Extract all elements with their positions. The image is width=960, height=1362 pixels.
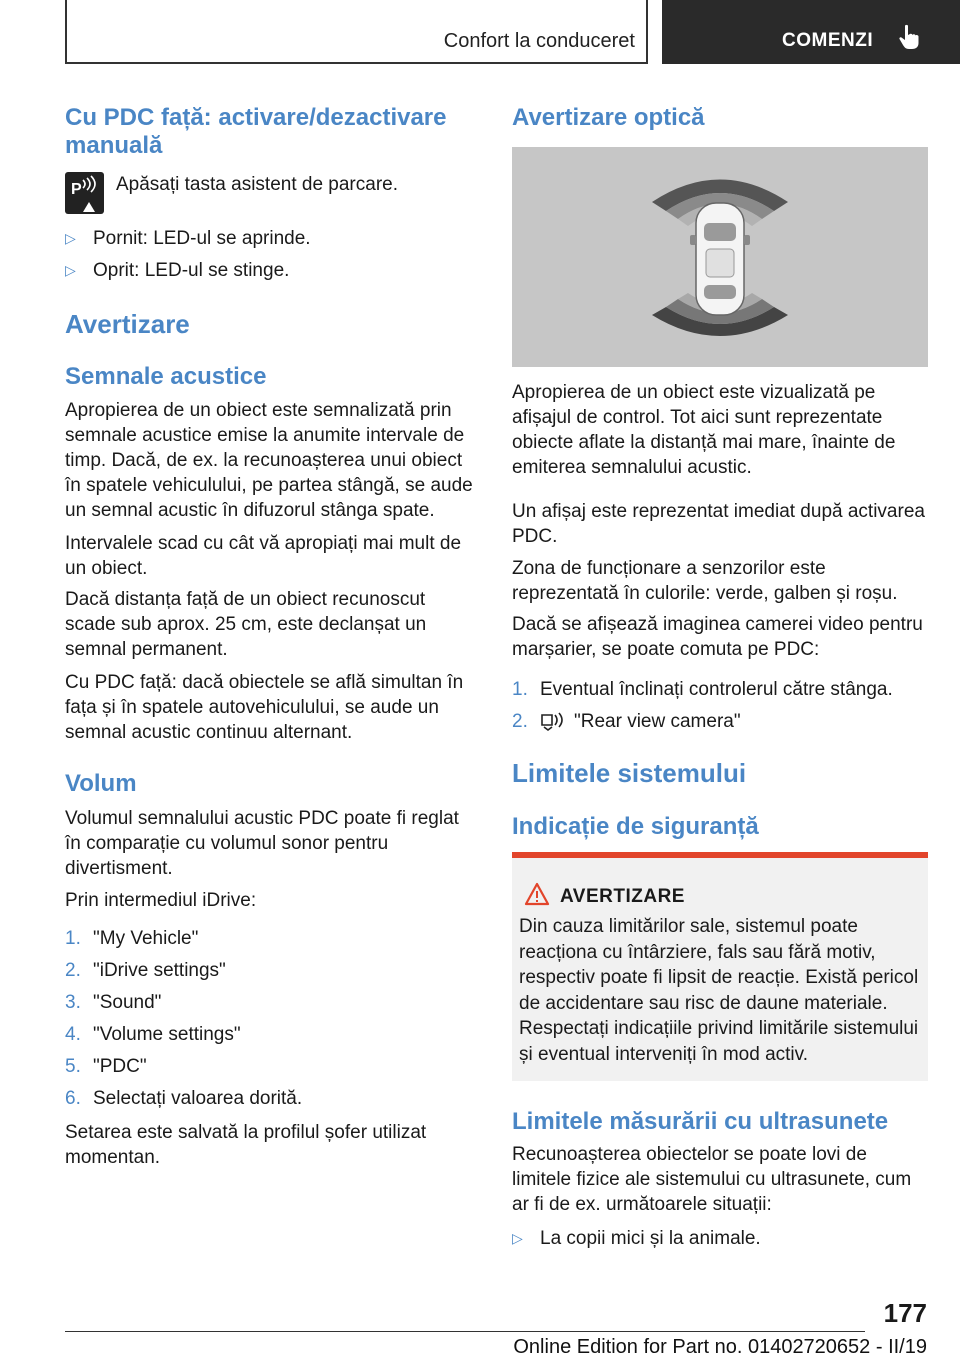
paragraph: Zona de funcționare a senzorilor este reprezentată în culorile: verde, galben și roșu. bbox=[512, 558, 898, 604]
car-top-view-icon bbox=[690, 203, 750, 315]
page-number: 177 bbox=[883, 1298, 927, 1328]
heading-indicatie-siguranta: Indicație de siguranță bbox=[512, 813, 759, 840]
paragraph: Cu PDC față: dacă obiectele se află simultan în fața și în spatele autovehiculului, se aude un semnal acustic continuu alternant. bbox=[65, 672, 464, 743]
svg-text:P: P bbox=[71, 181, 82, 198]
warning-triangle-icon bbox=[524, 882, 550, 906]
tab-comenzi-label: COMENZI bbox=[782, 30, 874, 51]
pdc-display-illustration bbox=[512, 147, 928, 367]
parking-assistant-button-icon bbox=[65, 172, 104, 214]
heading-avertizare-optica: Avertizare optică bbox=[512, 104, 705, 131]
heading-semnale-acustice: Semnale acustice bbox=[65, 363, 267, 390]
warning-text: Din cauza limitărilor sale, sistemul poate reacționa cu întârziere, fals sau fără motiv, respectiv poate fi lipsit de reacție. Există pericol de accidentare sau risc de daune materiale. Respectați indicațiile privind limitările sistemului și eventual interveniți în mod activ. bbox=[519, 916, 919, 1065]
heading-limitele-ultrasunete: Limitele măsurării cu ultrasunete bbox=[512, 1108, 889, 1135]
heading-limitele-sistemului: Limitele sistemului bbox=[512, 758, 747, 788]
press-button-text: Apăsați tasta asistent de parcare. bbox=[116, 174, 398, 195]
paragraph: Dacă distanța față de un obiect recunoscut scade sub aprox. 25 cm, este declanșat un semnal permanent. bbox=[65, 589, 427, 660]
edition-text: Online Edition for Part no. 01402720652 - II/19 bbox=[513, 1336, 927, 1358]
triangle-bullet-icon: ▷ bbox=[512, 1230, 523, 1246]
paragraph: Apropierea de un obiect este semnalizată prin semnale acustice emise la anumite intervale de timp. Dacă, de ex. la recunoașterea unui obiect în spatele vehiculului, pe partea stângă, se aude un semnal acustic în difuzorul stânga spate. bbox=[65, 400, 473, 521]
triangle-bullet-icon: ▷ bbox=[65, 262, 76, 278]
paragraph: Dacă se afișează imaginea camerei video pentru marșarier, se poate comuta pe PDC: bbox=[512, 614, 923, 660]
paragraph: Un afișaj este reprezentat imediat după activarea PDC. bbox=[512, 501, 925, 547]
paragraph: Prin intermediul iDrive: bbox=[65, 890, 257, 911]
triangle-bullet-icon: ▷ bbox=[65, 230, 76, 246]
tab-comenzi[interactable] bbox=[662, 0, 960, 64]
paragraph: Volumul semnalului acustic PDC poate fi reglat în comparație cu volumul sonor pentru divertisment. bbox=[65, 808, 459, 879]
paragraph: Intervalele scad cu cât vă apropiați mai mult de un obiect. bbox=[65, 533, 462, 579]
footer-divider bbox=[65, 1331, 865, 1332]
paragraph: Setarea este salvată la profilul șofer utilizat momentan. bbox=[65, 1122, 427, 1168]
paragraph: Recunoașterea obiectelor se poate lovi de limitele fizice ale sistemului cu ultrasunete, cum ar fi de ex. următoarele situații: bbox=[512, 1144, 912, 1215]
heading-avertizare: Avertizare bbox=[65, 309, 190, 339]
heading-pdc-manual: Cu PDC față: activare/dezactivare manuală bbox=[65, 104, 447, 159]
heading-volum: Volum bbox=[65, 770, 137, 797]
section-title: Confort la conduceret bbox=[443, 30, 635, 52]
warning-box bbox=[512, 852, 928, 1081]
hand-pointer-icon bbox=[898, 24, 920, 50]
paragraph: Apropierea de un obiect este vizualizată pe afișajul de control. Tot aici sunt reprezentate obiecte aflate la distanță mai mare, înainte de emiterea semnalului acustic. bbox=[512, 382, 896, 478]
pdc-switch-icon bbox=[540, 711, 568, 731]
warning-title: AVERTIZARE bbox=[560, 886, 685, 907]
